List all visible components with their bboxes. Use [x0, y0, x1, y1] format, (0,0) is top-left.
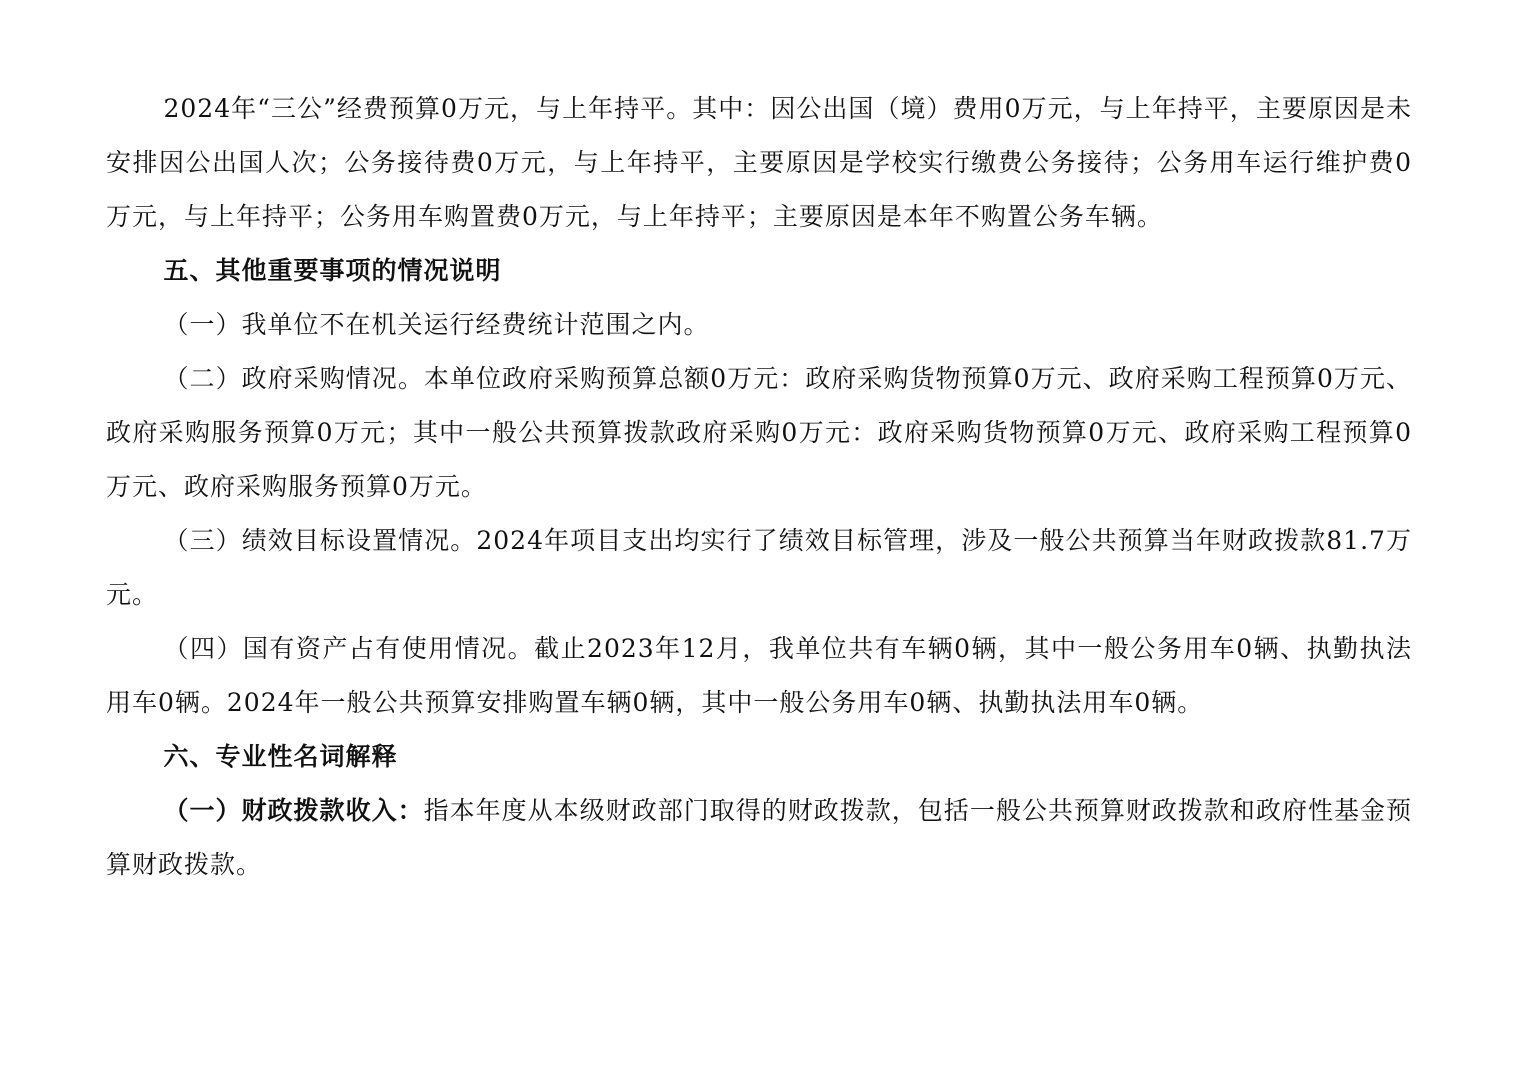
section-heading-six: 六、专业性名词解释 — [163, 742, 398, 771]
paragraph-government-procurement: （二）政府采购情况。本单位政府采购预算总额0万元：政府采购货物预算0万元、政府采购工程预算0万元、政府采购服务预算0万元；其中一般公共预算拨款政府采购0万元：政府采购货物预算0万元、政府采购工程预算0万元、政府采购服务预算0万元。 — [106, 364, 1412, 501]
paragraph-fiscal-appropriation-definition — [106, 784, 1412, 892]
section-heading-five: 五、其他重要事项的情况说明 — [163, 256, 502, 285]
paragraph-operating-expenses: （一）我单位不在机关运行经费统计范围之内。 — [163, 310, 710, 339]
term-label: （一）财政拨款收入： — [163, 796, 424, 825]
document-body — [106, 82, 1412, 892]
paragraph-three-public-expenses: 2024年“三公”经费预算0万元，与上年持平。其中：因公出国（境）费用0万元，与上年持平，主要原因是未安排因公出国人次；公务接待费0万元，与上年持平，主要原因是学校实行缴费公务接待；公务用车运行维护费0万元，与上年持平；公务用车购置费0万元，与上年持平；主要原因是本年不购置公务车辆。 — [106, 94, 1412, 231]
term-definition: 指本年度从本级财政部门取得的财政拨款，包括一般公共预算财政拨款和政府性基金预算财政拨款。 — [106, 796, 1412, 879]
paragraph-state-assets: （四）国有资产占有使用情况。截止2023年12月，我单位共有车辆0辆，其中一般公务用车0辆、执勤执法用车0辆。2024年一般公共预算安排购置车辆0辆，其中一般公务用车0辆、执勤执法用车0辆。 — [106, 634, 1412, 717]
paragraph-performance-targets: （三）绩效目标设置情况。2024年项目支出均实行了绩效目标管理，涉及一般公共预算当年财政拨款81.7万元。 — [106, 526, 1412, 609]
